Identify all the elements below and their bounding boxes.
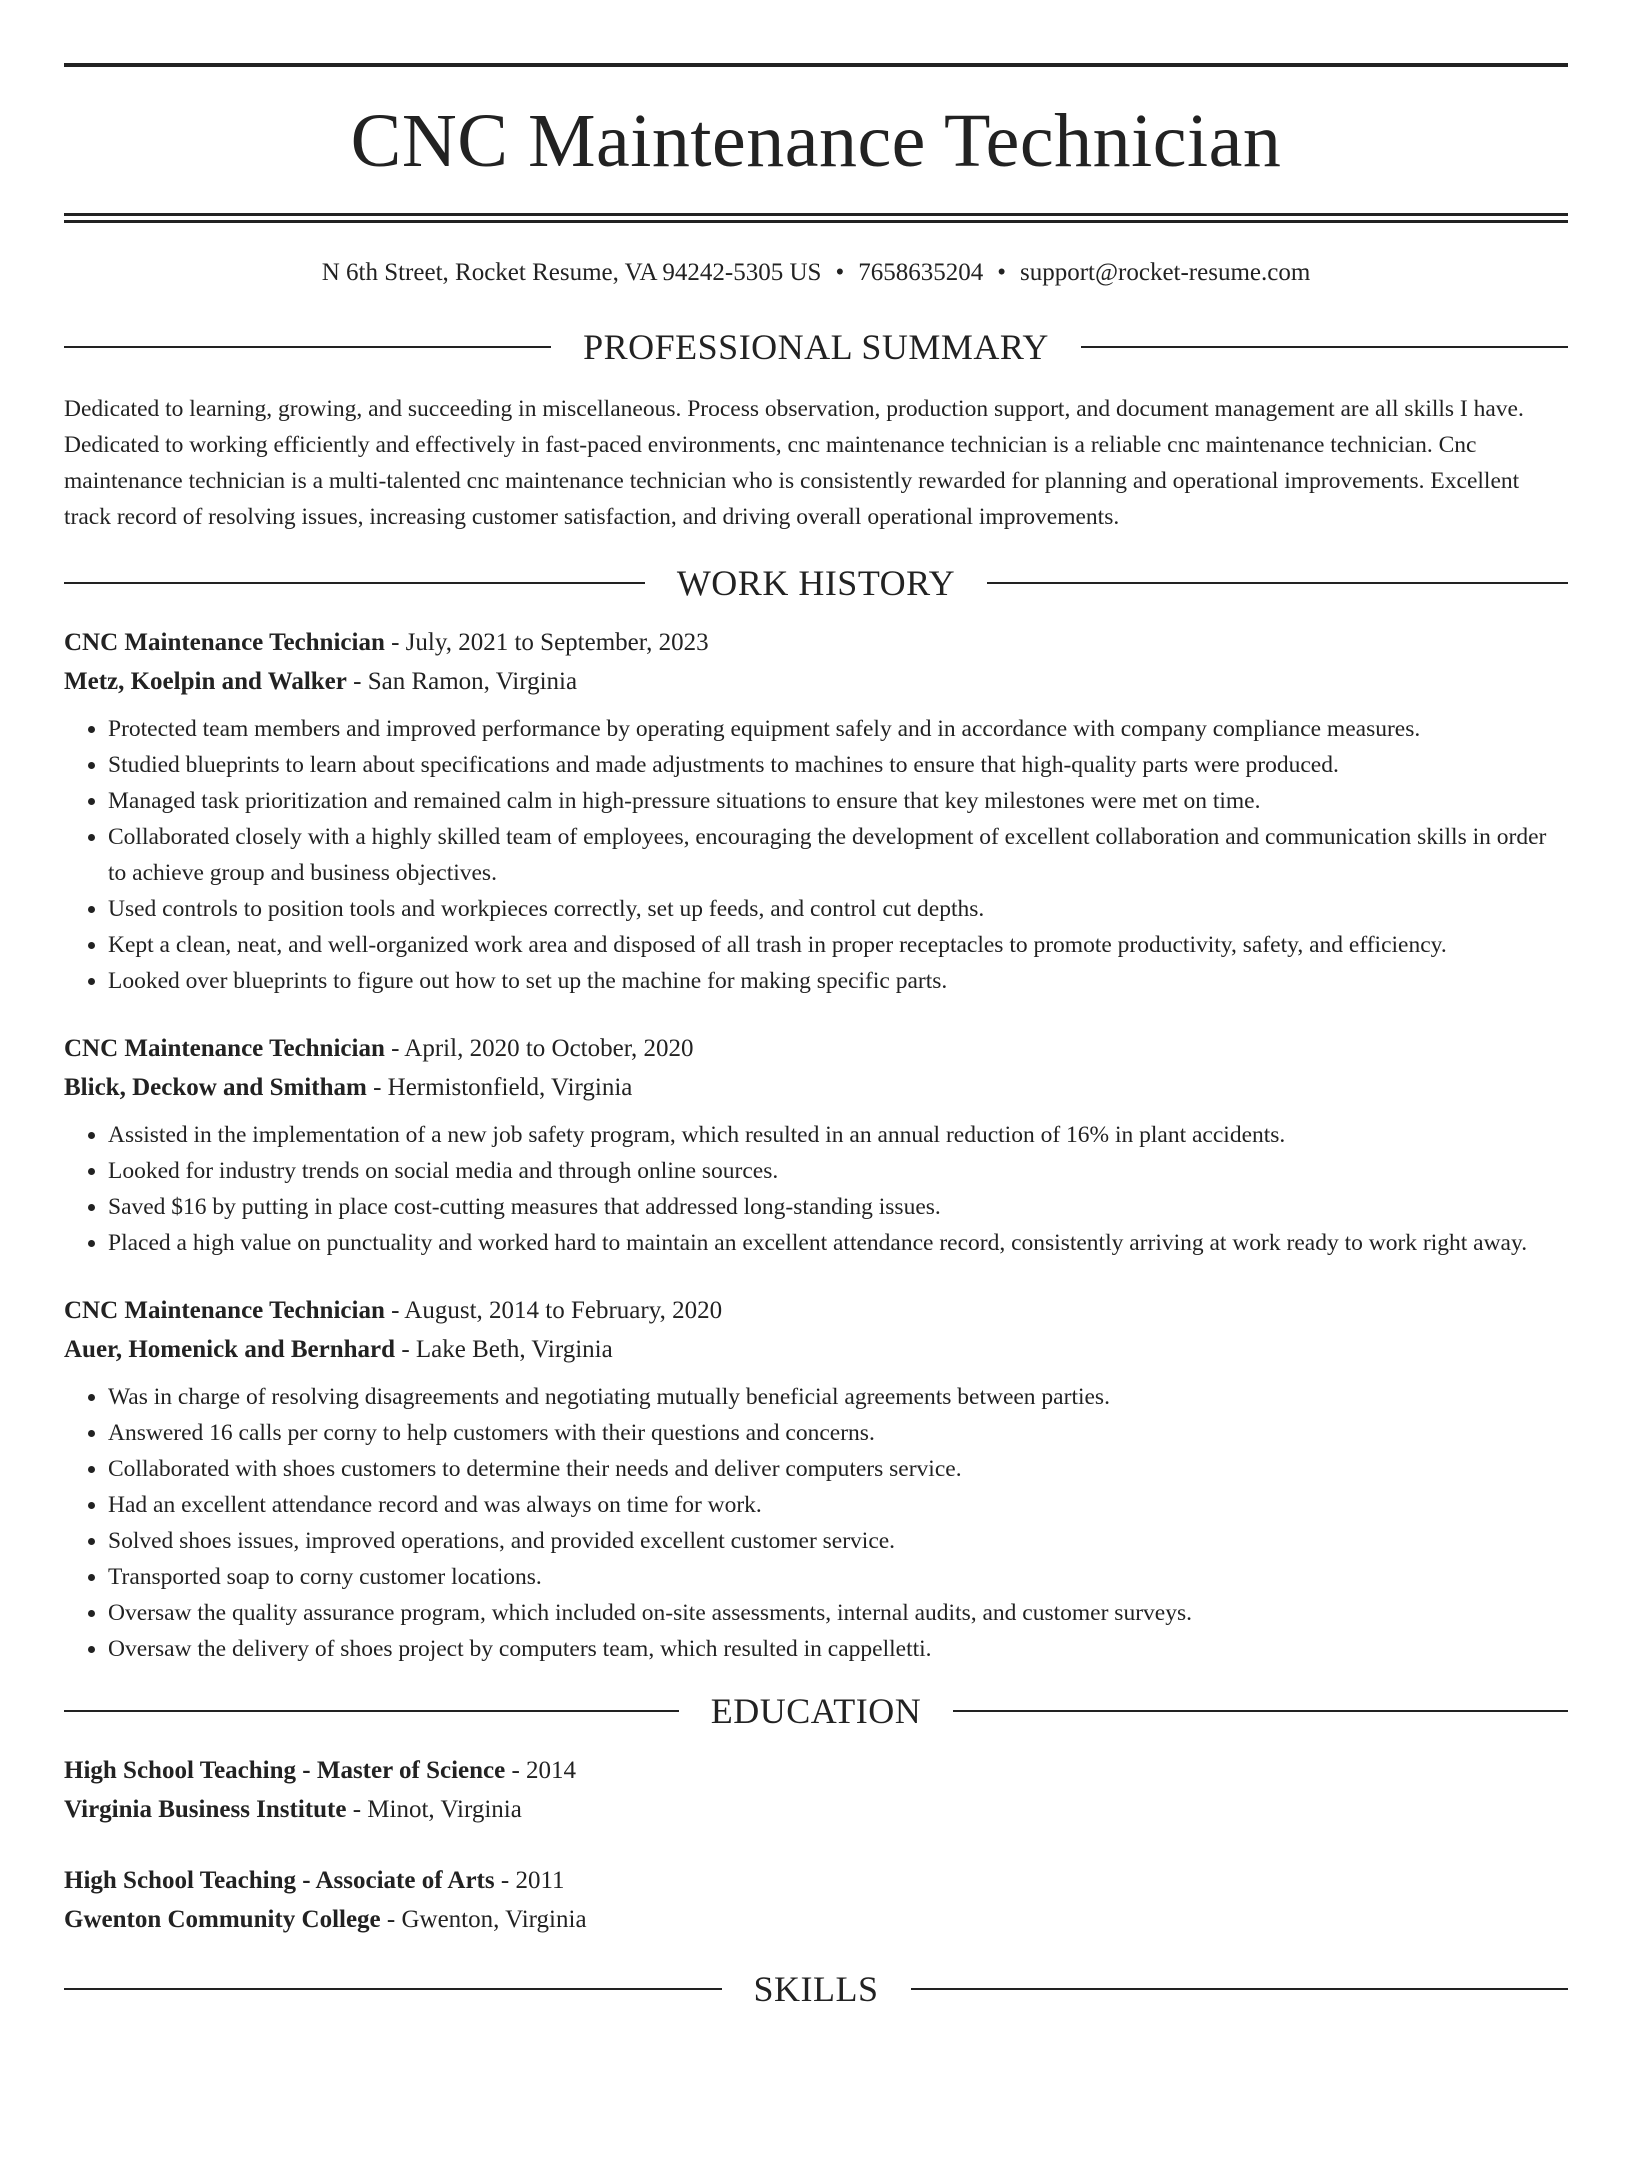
education-school-line [64,1900,1568,1939]
job-company: Blick, Deckow and Smitham [64,1074,367,1101]
section-title: SKILLS [753,1969,879,2009]
job-entry [64,1291,1568,1667]
section-header-summary [64,329,1568,365]
section-rule-left [64,582,645,584]
education-location: - Gwenton, Virginia [380,1906,587,1933]
section-title: EDUCATION [710,1691,922,1731]
list-item: • Looked for industry trends on social media and through online sources. [108,1153,1568,1189]
top-rule [64,63,1568,67]
education-year: - 2011 [494,1867,565,1894]
list-item: • Looked over blueprints to figure out how to set up the machine for making specific parts. [108,963,1568,999]
job-title-line [64,1029,1568,1068]
list-item: • Answered 16 calls per corny to help customers with their questions and concerns. [108,1415,1568,1451]
title-double-rule [64,213,1568,223]
list-item: • Was in charge of resolving disagreements and negotiating mutually beneficial agreements between parties. [108,1379,1568,1415]
education-school-line [64,1790,1568,1829]
education-field: High School Teaching [64,1867,297,1894]
email: support@rocket-resume.com [1020,259,1311,286]
resume-title: CNC Maintenance Technician [350,99,1282,183]
education-degree: Master of Science [316,1757,506,1784]
education-degree-line: High School Teaching - Associate of Arts - 2011 [64,1867,565,1894]
section-rule-left [64,1710,679,1712]
job-location: - San Ramon, Virginia [346,668,578,695]
section-header-education [64,1693,1568,1729]
list-item: • Oversaw the quality assurance program, which included on-site assessments, internal audits, and customer surveys. [108,1595,1568,1631]
list-item: • Transported soap to corny customer locations. [108,1559,1568,1595]
list-item: • Solved shoes issues, improved operations, and provided excellent customer service. [108,1523,1568,1559]
job-dates: - August, 2014 to February, 2020 [384,1297,723,1324]
contact-separator: • [835,259,845,286]
list-item: • Collaborated with shoes customers to determine their needs and deliver computers service. [108,1451,1568,1487]
list-item: • Studied blueprints to learn about specifications and made adjustments to machines to ensure that high-quality parts were produced. [108,747,1568,783]
job-location: - Hermistonfield, Virginia [366,1074,633,1101]
job-dates: - April, 2020 to October, 2020 [384,1035,694,1062]
section-header-skills [64,1971,1568,2007]
section-rule-right [911,1988,1569,1990]
education-degree: Associate of Arts [315,1867,495,1894]
job-entry [64,623,1568,999]
job-title-line [64,1291,1568,1330]
list-item: • Assisted in the implementation of a new job safety program, which resulted in an annual reduction of 16% in plant accidents. [108,1117,1568,1153]
list-item: • Oversaw the delivery of shoes project by computers team, which resulted in cappelletti. [108,1631,1568,1667]
list-item: • Kept a clean, neat, and well-organized work area and disposed of all trash in proper receptacles to promote productivity, safety, and efficiency. [108,927,1568,963]
contact-line [64,260,1568,285]
job-bullets [64,711,1568,999]
section-header-work [64,565,1568,601]
section-rule-right [1081,346,1568,348]
education-location: - Minot, Virginia [346,1796,522,1823]
education-entry [64,1751,1568,1829]
list-item: • Had an excellent attendance record and was always on time for work. [108,1487,1568,1523]
job-entry [64,1029,1568,1261]
job-bullets [64,1117,1568,1261]
list-item: • Protected team members and improved performance by operating equipment safely and in accordance with company compliance measures. [108,711,1568,747]
job-bullets [64,1379,1568,1667]
address: N 6th Street, Rocket Resume, VA 94242-5305 US [321,259,822,286]
job-title-line [64,623,1568,662]
section-rule-left [64,1988,722,1990]
summary-text: Dedicated to learning, growing, and succeeding in miscellaneous. Process observation, production support, and document management are all skills I have. Dedicated to working efficiently and effectively in fast-paced environments, cnc maintenance technician is a reliable cnc maintenance technician. Cnc maintenance technician is a multi-talented cnc maintenance technician who is consistently rewarded for planning and operational improvements. Excellent track record of resolving issues, increasing customer satisfaction, and driving overall operational improvements. [64,396,1524,530]
list-item: • Collaborated closely with a highly skilled team of employees, encouraging the development of excellent collaboration and communication skills in order to achieve group and business objectives. [108,819,1568,891]
job-title: CNC Maintenance Technician [64,1297,385,1324]
education-degree-line: High School Teaching - Master of Science - 2014 [64,1757,577,1784]
section-rule-right [953,1710,1568,1712]
list-item: • Used controls to position tools and workpieces correctly, set up feeds, and control cut depths. [108,891,1568,927]
job-company-line [64,1330,1568,1369]
job-company: Auer, Homenick and Bernhard [64,1336,396,1363]
section-title: PROFESSIONAL SUMMARY [583,327,1049,367]
list-item: • Saved $16 by putting in place cost-cutting measures that addressed long-standing issues. [108,1189,1568,1225]
list-item: • Placed a high value on punctuality and worked hard to maintain an excellent attendance record, consistently arriving at work ready to work right away. [108,1225,1568,1261]
job-company-line [64,1068,1568,1107]
phone: 7658635204 [858,259,984,286]
list-item: • Managed task prioritization and remained calm in high-pressure situations to ensure that key milestones were met on time. [108,783,1568,819]
job-title: CNC Maintenance Technician [64,629,385,656]
job-location: - Lake Beth, Virginia [395,1336,613,1363]
resume-page [0,63,1632,2175]
education-school: Virginia Business Institute [64,1796,347,1823]
section-rule-right [987,582,1568,584]
education-field: High School Teaching [64,1757,297,1784]
education-entry [64,1861,1568,1939]
contact-separator: • [997,259,1006,286]
job-company-line [64,662,1568,701]
job-title: CNC Maintenance Technician [64,1035,385,1062]
education-school: Gwenton Community College [64,1906,381,1933]
section-rule-left [64,346,551,348]
job-dates: - July, 2021 to September, 2023 [384,629,709,656]
job-company: Metz, Koelpin and Walker [64,668,347,695]
section-title: WORK HISTORY [676,563,956,603]
education-year: - 2014 [505,1757,577,1784]
